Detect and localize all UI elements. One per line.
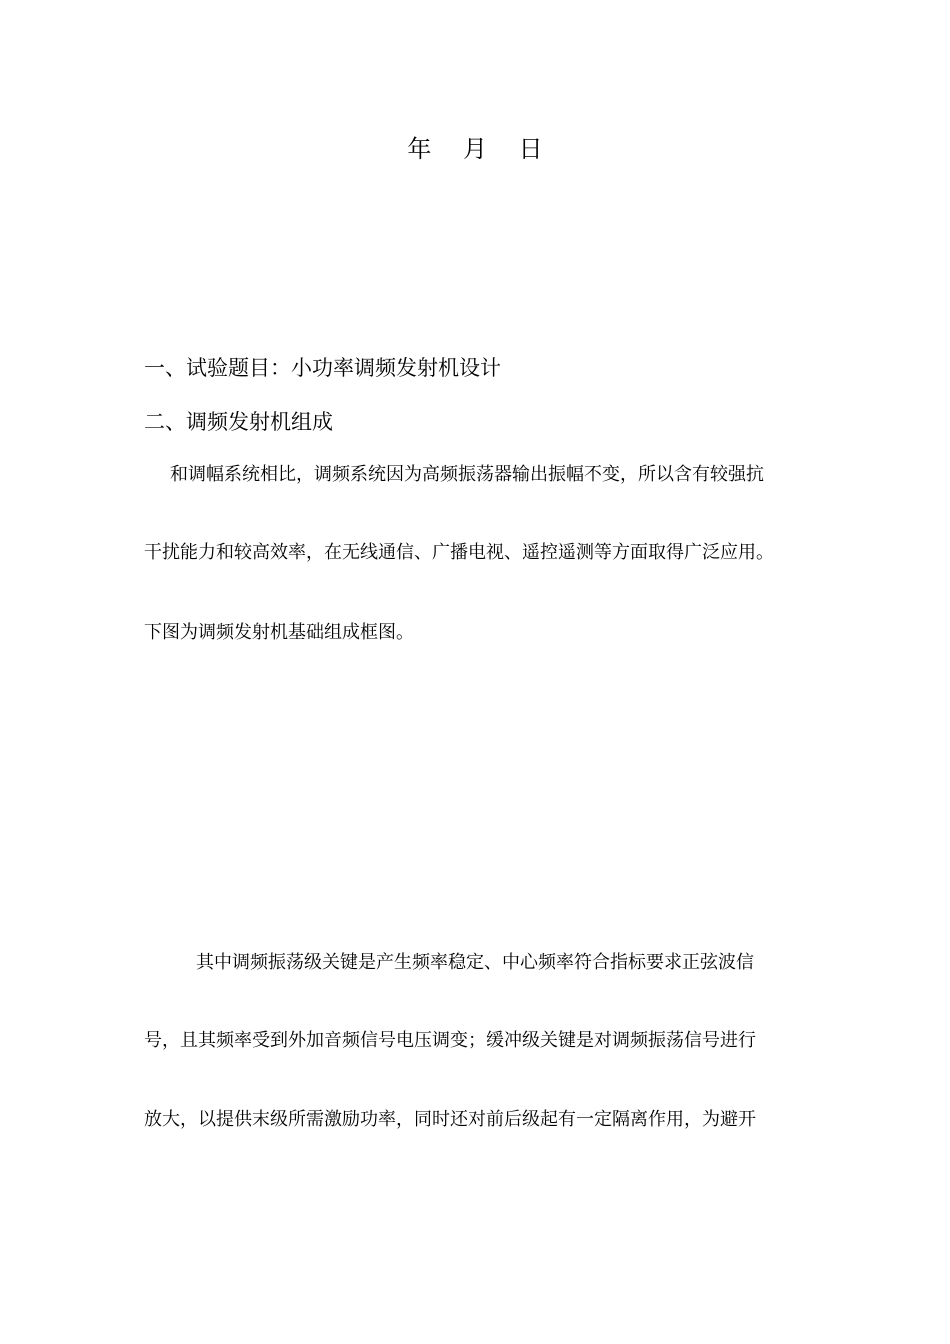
block-diagram-placeholder [144, 660, 806, 930]
paragraph-2-line-3: 放大，以提供末级所需激励功率，同时还对前后级起有一定隔离作用，为避开 [144, 1109, 756, 1130]
paragraph-1-line-1: 和调幅系统相比，调频系统因为高频振荡器输出振幅不变，所以含有较强抗 [170, 464, 764, 485]
paragraph-2-line-2: 号，且其频率受到外加音频信号电压调变；缓冲级关键是对调频振荡信号进行 [144, 1030, 756, 1051]
section-heading-2: 二、调频发射机组成 [144, 410, 333, 434]
date-year: 年 [407, 135, 432, 163]
date-day: 日 [518, 135, 543, 163]
paragraph-1-line-2: 干扰能力和较高效率，在无线通信、广播电视、遥控遥测等方面取得广泛应用。 [144, 542, 774, 563]
date-line [0, 132, 950, 166]
section-heading-1: 一、试验题目：小功率调频发射机设计 [144, 356, 501, 380]
paragraph-1-line-3: 下图为调频发射机基础组成框图。 [144, 622, 414, 643]
paragraph-2-line-1: 其中调频振荡级关键是产生频率稳定、中心频率符合指标要求正弦波信 [196, 952, 754, 973]
date-month: 月 [463, 135, 487, 163]
